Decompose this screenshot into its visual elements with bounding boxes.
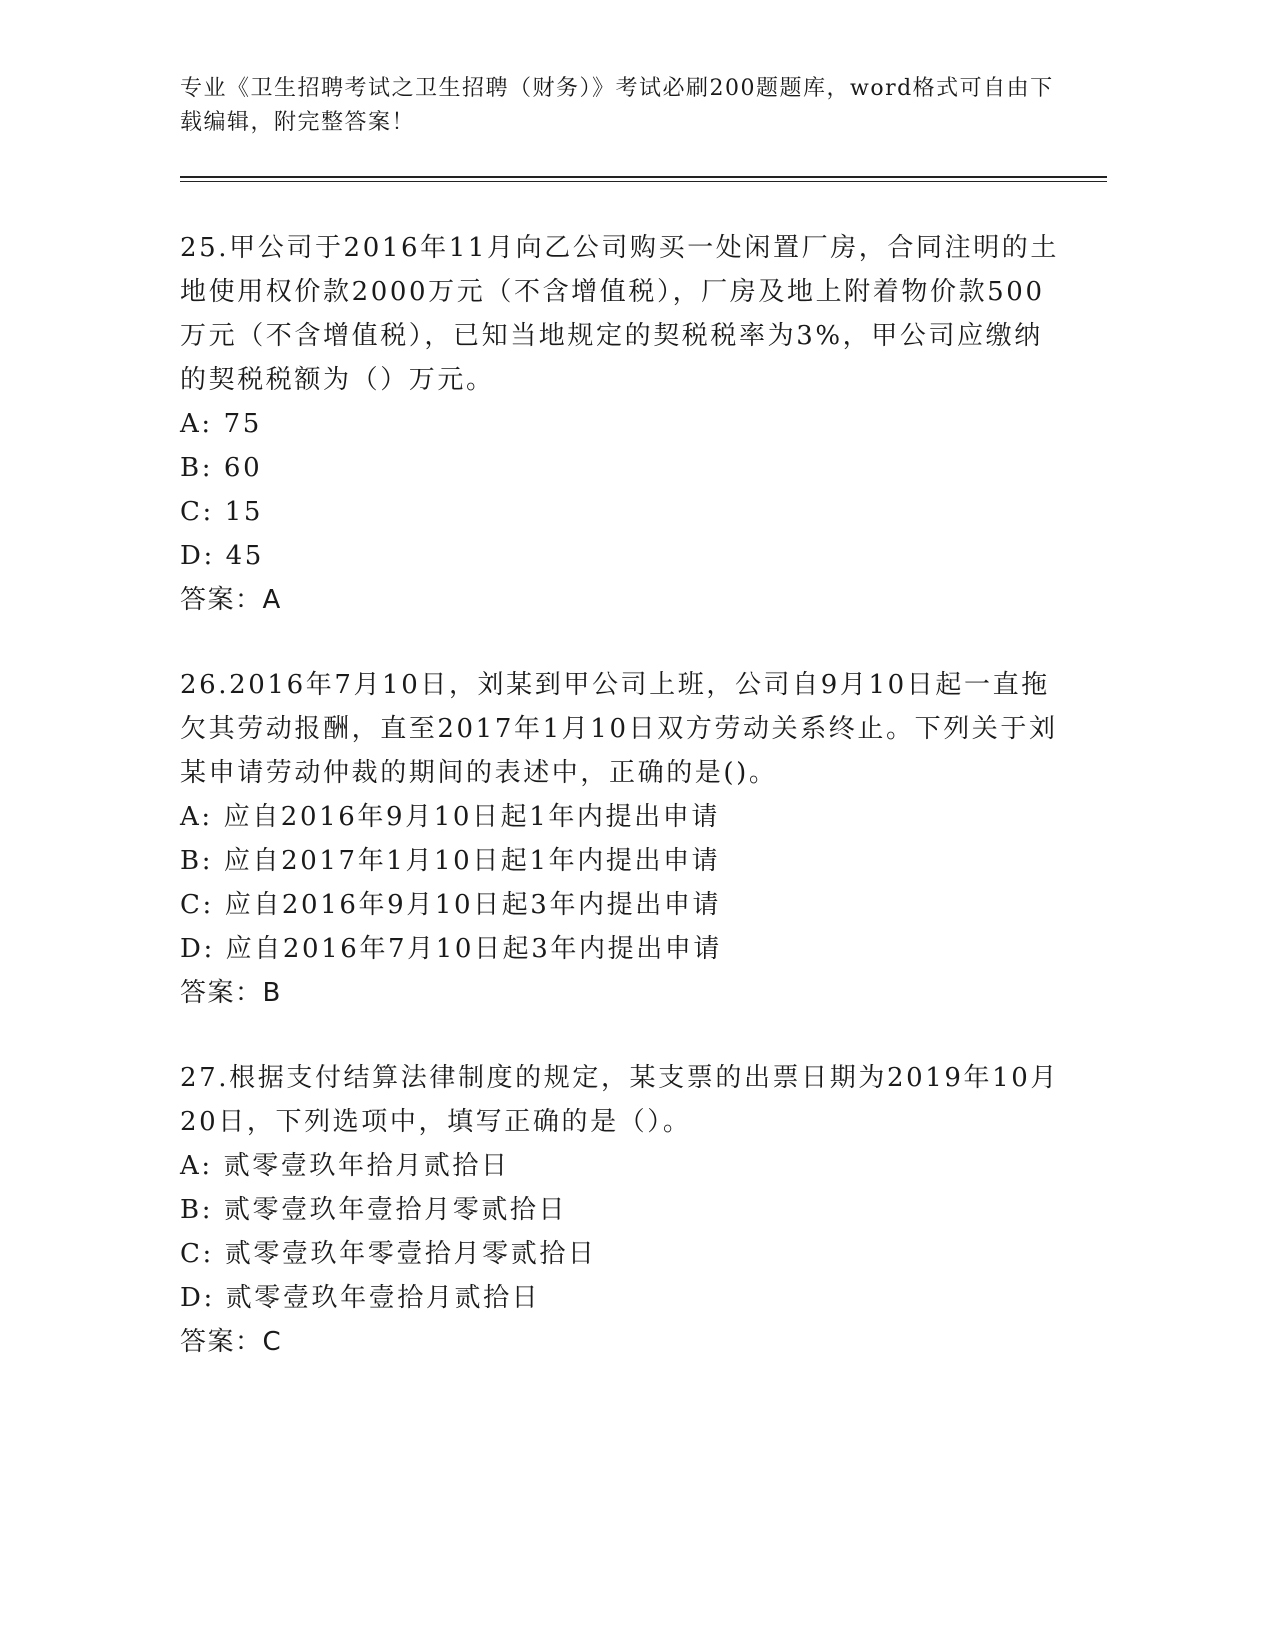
question-stem: 27.根据支付结算法律制度的规定，某支票的出票日期为2019年10月20日，下列选项中，填写正确的是（）。 xyxy=(180,1063,1060,1137)
answer-label: 答案：A xyxy=(180,585,282,615)
question-25 xyxy=(180,226,1060,622)
option-b: B: 应自2017年1月10日起1年内提出申请 xyxy=(180,846,721,876)
option-a: A: 应自2016年9月10日起1年内提出申请 xyxy=(180,802,720,832)
option-b: B: 贰零壹玖年壹拾月零贰拾日 xyxy=(180,1195,568,1225)
question-list xyxy=(180,226,1060,1405)
answer-label: 答案：B xyxy=(180,978,282,1008)
document-header-title: 专业《卫生招聘考试之卫生招聘（财务）》考试必刷200题题库，word格式可自由下载编辑，附完整答案！ xyxy=(180,76,1054,135)
option-d: D: 贰零壹玖年壹拾月贰拾日 xyxy=(180,1283,541,1313)
option-a: A: 75 xyxy=(180,409,262,439)
question-27 xyxy=(180,1056,1060,1364)
question-26 xyxy=(180,663,1060,1015)
option-a: A: 贰零壹玖年拾月贰拾日 xyxy=(180,1151,510,1181)
option-c: C: 15 xyxy=(180,497,264,527)
question-stem: 25.甲公司于2016年11月向乙公司购买一处闲置厂房，合同注明的土地使用权价款2000万元（不含增值税），厂房及地上附着物价款500万元（不含增值税），已知当地规定的契税税率为3%，甲公司应缴纳的契税税额为（）万元。 xyxy=(180,233,1060,395)
option-d: D: 应自2016年7月10日起3年内提出申请 xyxy=(180,934,723,964)
option-c: C: 应自2016年9月10日起3年内提出申请 xyxy=(180,890,722,920)
answer-label: 答案：C xyxy=(180,1327,283,1357)
option-c: C: 贰零壹玖年零壹拾月零贰拾日 xyxy=(180,1239,597,1269)
option-d: D: 45 xyxy=(180,541,264,571)
option-b: B: 60 xyxy=(180,453,263,483)
question-stem: 26.2016年7月10日，刘某到甲公司上班，公司自9月10日起一直拖欠其劳动报酬，直至2017年1月10日双方劳动关系终止。下列关于刘某申请劳动仲裁的期间的表述中，正确的是()。 xyxy=(180,670,1058,788)
header-divider xyxy=(180,176,1107,182)
